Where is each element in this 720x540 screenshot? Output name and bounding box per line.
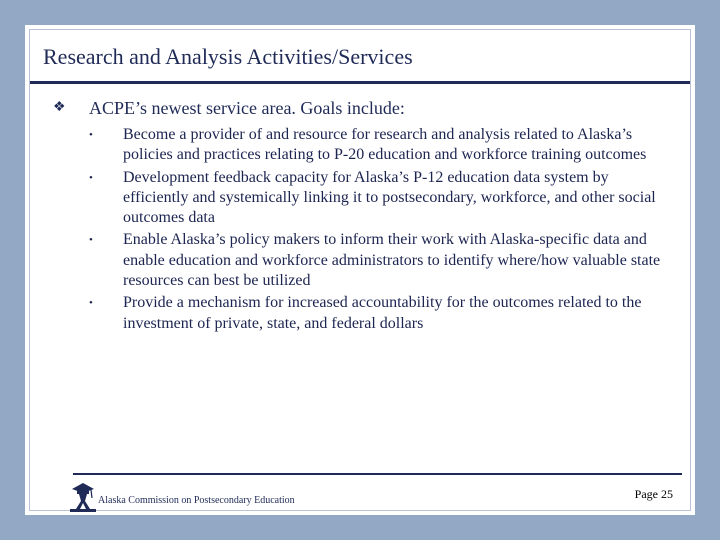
- bullet-dot-icon: •: [89, 129, 93, 141]
- list-item: [30, 293, 670, 334]
- slide-title: Research and Analysis Activities/Services: [43, 44, 413, 69]
- list-item-text: Provide a mechanism for increased accountability for the outcomes related to the investment of private, state, and federal dollars: [123, 294, 642, 332]
- list-item-text: Development feedback capacity for Alaska’s P-12 education data system by efficiently and systemically linking it to postsecondary, workforce, and other social outcomes data: [123, 168, 656, 227]
- diamond-bullet-icon: ❖: [53, 100, 66, 115]
- title-divider: [30, 81, 690, 84]
- page-number: Page 25: [634, 487, 673, 501]
- list-item-text: Become a provider of and resource for research and analysis related to Alaska’s policies and practices relating to P-20 education and workforce training outcomes: [123, 126, 647, 164]
- goals-list: [30, 125, 670, 336]
- main-bullet-text: ACPE’s newest service area. Goals include:: [89, 98, 405, 118]
- bullet-dot-icon: •: [89, 171, 93, 184]
- list-item: [30, 230, 670, 291]
- list-item: [30, 168, 670, 229]
- slide: [25, 25, 695, 515]
- bullet-dot-icon: •: [89, 234, 93, 247]
- footer-divider: [73, 473, 682, 475]
- list-item-text: Enable Alaska’s policy makers to inform their work with Alaska-specific data and enable education and workforce administrators to identify where/how valuable state resources can best be utilized: [123, 231, 661, 290]
- footer-organization: Alaska Commission on Postsecondary Education: [98, 495, 295, 506]
- slide-frame: [29, 29, 691, 511]
- list-item: [30, 125, 670, 166]
- acpe-logo-icon: [70, 482, 96, 512]
- bullet-dot-icon: •: [89, 297, 93, 310]
